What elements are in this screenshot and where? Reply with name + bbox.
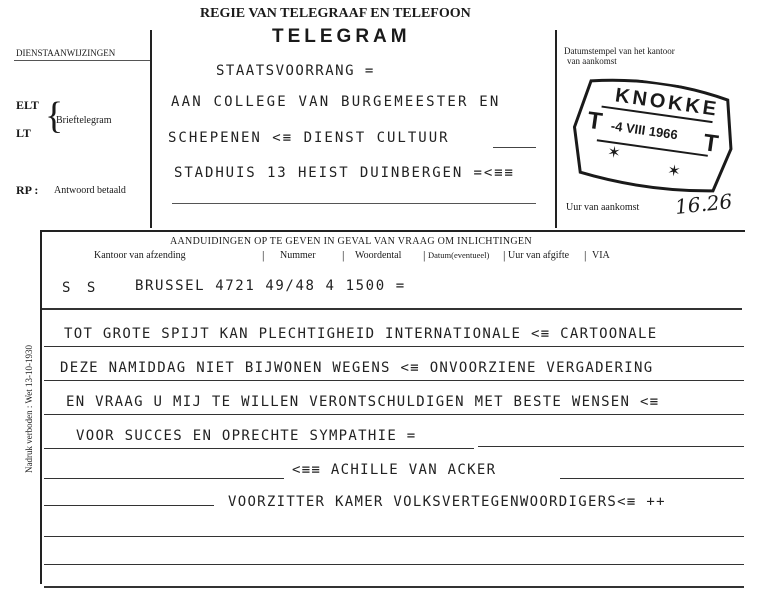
lower-left-border	[40, 230, 42, 584]
message-rule-4	[478, 446, 744, 447]
left-panel-divider	[150, 30, 152, 228]
address-line-2: AAN COLLEGE VAN BURGEMEESTER EN	[171, 94, 501, 110]
stamp-right-letter: T	[701, 129, 720, 159]
address-line-3: SCHEPENEN <≡ DIENST CULTUUR	[168, 130, 450, 146]
message-rule-9	[44, 536, 744, 537]
brace-icon: {	[45, 95, 64, 137]
telegram-title: TELEGRAM	[272, 26, 411, 47]
message-rule-5	[44, 448, 474, 449]
form-bottom-rule	[44, 586, 744, 588]
col-sep-5: |	[584, 248, 587, 262]
elt-label: ELT	[16, 98, 39, 112]
stamp-date: -4 VIII 1966	[610, 118, 679, 143]
address-line-1: STAATSVOORRANG =	[216, 63, 375, 79]
col-sep-2: |	[342, 248, 345, 262]
origin-values: BRUSSEL 4721 49/48 4 1500 =	[135, 278, 406, 294]
uur-van-aankomst-label: Uur van aankomst	[566, 202, 640, 213]
message-line-5: <≡≡ ACHILLE VAN ACKER	[292, 462, 497, 478]
dienstaanwijzingen-label: DIENSTAANWIJZINGEN	[16, 48, 116, 58]
message-line-2: DEZE NAMIDDAG NIET BIJWONEN WEGENS <≡ ONVOORZIENE VERGADERING	[60, 360, 654, 376]
uur-value-handwritten: 16.26	[673, 189, 734, 219]
datumstempel-label: Datumstempel van het kantoor	[564, 46, 675, 56]
rp-label: RP :	[16, 183, 39, 197]
message-rule-10	[44, 564, 744, 565]
stamp-city: KNOKKE	[613, 84, 721, 121]
col-sep-1: |	[262, 248, 265, 262]
address-line-4: STADHUIS 13 HEIST DUINBERGEN =<≡≡	[174, 165, 515, 181]
message-rule-8	[44, 505, 214, 506]
stamp-left-letter: T	[585, 106, 604, 136]
col-sep-4: |	[503, 248, 506, 262]
message-line-3: EN VRAAG U MIJ TE WILLEN VERONTSCHULDIGEN MET BESTE WENSEN <≡	[66, 394, 660, 410]
col-sep-3: |	[423, 248, 426, 262]
col-via: VIA	[592, 250, 610, 261]
star-icon: ✶	[666, 162, 682, 182]
message-rule-2	[44, 380, 744, 381]
col-kantoor: Kantoor van afzending	[94, 250, 186, 261]
col-woordental: Woordental	[355, 250, 402, 261]
col-datum: Datum(eventueel)	[428, 250, 490, 260]
org-heading: REGIE VAN TELEGRAAF EN TELEFOON	[200, 6, 471, 21]
message-line-1: TOT GROTE SPIJT KAN PLECHTIGHEID INTERNATIONALE <≡ CARTOONALE	[64, 326, 658, 342]
star-icon: ✶	[606, 143, 622, 163]
message-line-6: VOORZITTER KAMER VOLKSVERTEGENWOORDIGERS<≡ ++	[228, 494, 666, 510]
lt-label: LT	[16, 126, 31, 140]
origin-code: S S	[62, 280, 100, 296]
info-heading: AANDUIDINGEN OP TE GEVEN IN GEVAL VAN VRAAG OM INLICHTINGEN	[170, 236, 532, 247]
van-aankomst-label: van aankomst	[567, 56, 617, 66]
message-rule-3	[44, 414, 744, 415]
col-nummer: Nummer	[280, 250, 316, 261]
brieftelegram-label: Brieftelegram	[56, 115, 112, 126]
antwoord-label: Antwoord betaald	[54, 185, 126, 196]
side-note: Nadruk verboden : Wet 13-10-1930	[24, 344, 34, 474]
message-rule-6	[44, 478, 284, 479]
top-section-bottom-rule	[40, 230, 745, 232]
message-line-4: VOOR SUCCES EN OPRECHTE SYMPATHIE =	[76, 428, 417, 444]
right-panel-divider	[555, 30, 557, 228]
address-line-3-rule	[493, 147, 536, 148]
dienst-rule	[14, 60, 150, 61]
message-rule-1	[44, 346, 744, 347]
address-bottom-rule	[172, 203, 536, 204]
col-uur: Uur van afgifte	[508, 250, 570, 261]
message-rule-7	[560, 478, 744, 479]
postmark-stamp	[563, 71, 742, 201]
info-bottom-rule	[42, 308, 742, 310]
